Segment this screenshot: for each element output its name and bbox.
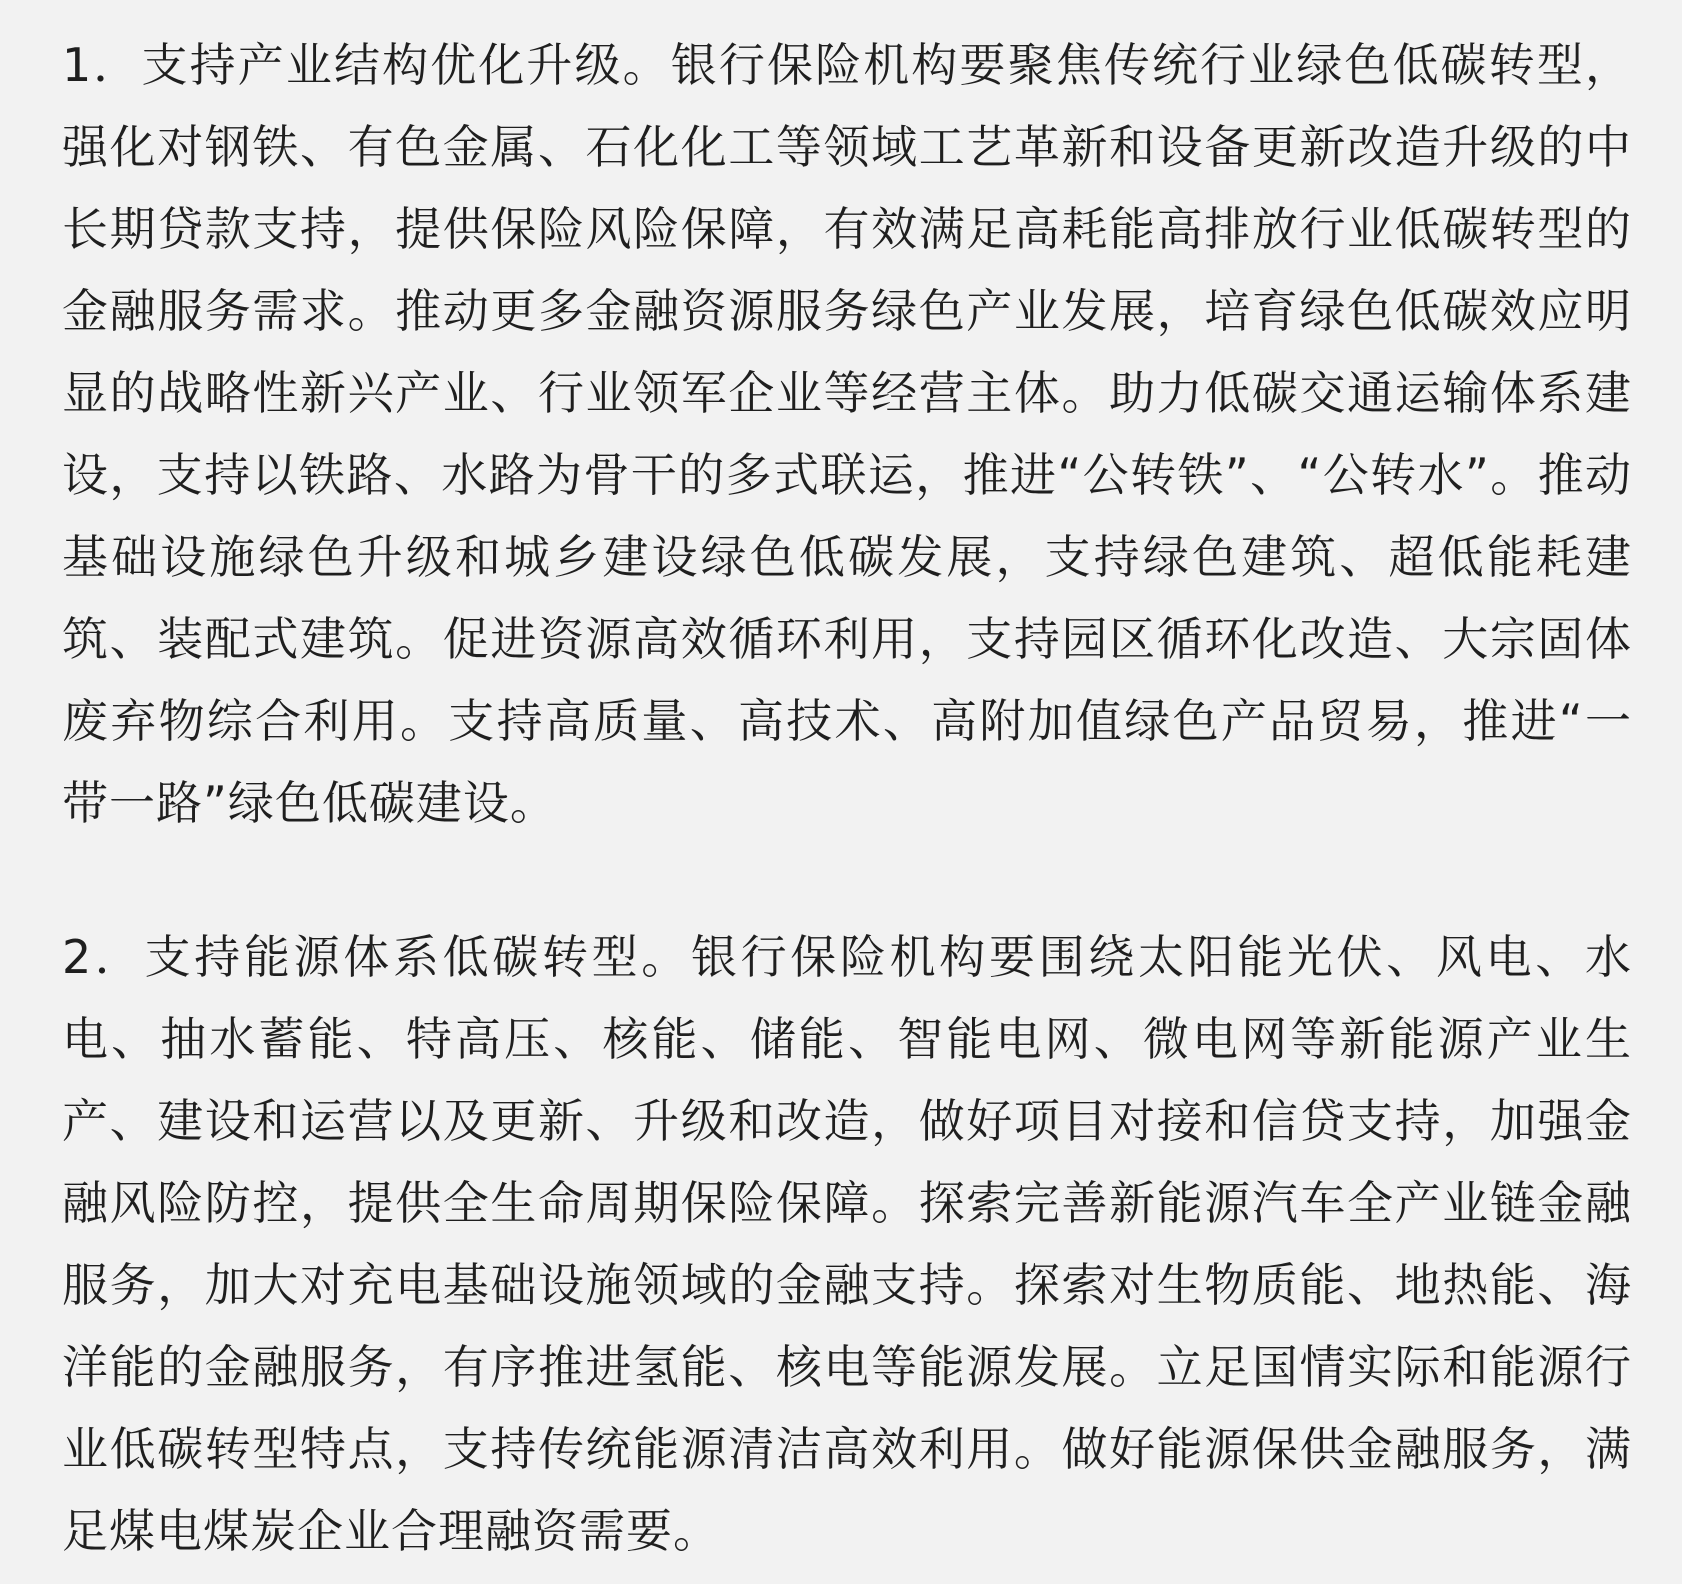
paragraph-industrial-structure: 1．支持产业结构优化升级。银行保险机构要聚焦传统行业绿色低碳转型，强化对钢铁、有色金属、石化化工等领域工艺革新和设备更新改造升级的中长期贷款支持，提供保险风险保障，有效满足高耗能高排放行业低碳转型的金融服务需求。推动更多金融资源服务绿色产业发展，培育绿色低碳效应明显的战略性新兴产业、行业领军企业等经营主体。助力低碳交通运输体系建设，支持以铁路、水路为骨干的多式联运，推进“公转铁”、“公转水”。推动基础设施绿色升级和城乡建设绿色低碳发展，支持绿色建筑、超低能耗建筑、装配式建筑。促进资源高效循环利用，支持园区循环化改造、大宗固体废弃物综合利用。支持高质量、高技术、高附加值绿色产品贸易，推进“一带一路”绿色低碳建设。 <box>62 38 1632 830</box>
document-body <box>62 24 1632 1572</box>
paragraph-energy-transition: 2．支持能源体系低碳转型。银行保险机构要围绕太阳能光伏、风电、水电、抽水蓄能、特高压、核能、储能、智能电网、微电网等新能源产业生产、建设和运营以及更新、升级和改造，做好项目对接和信贷支持，加强金融风险防控，提供全生命周期保险保障。探索完善新能源汽车全产业链金融服务，加大对充电基础设施领域的金融支持。探索对生物质能、地热能、海洋能的金融服务，有序推进氢能、核电等能源发展。立足国情实际和能源行业低碳转型特点，支持传统能源清洁高效利用。做好能源保供金融服务，满足煤电煤炭企业合理融资需要。 <box>62 930 1632 1558</box>
